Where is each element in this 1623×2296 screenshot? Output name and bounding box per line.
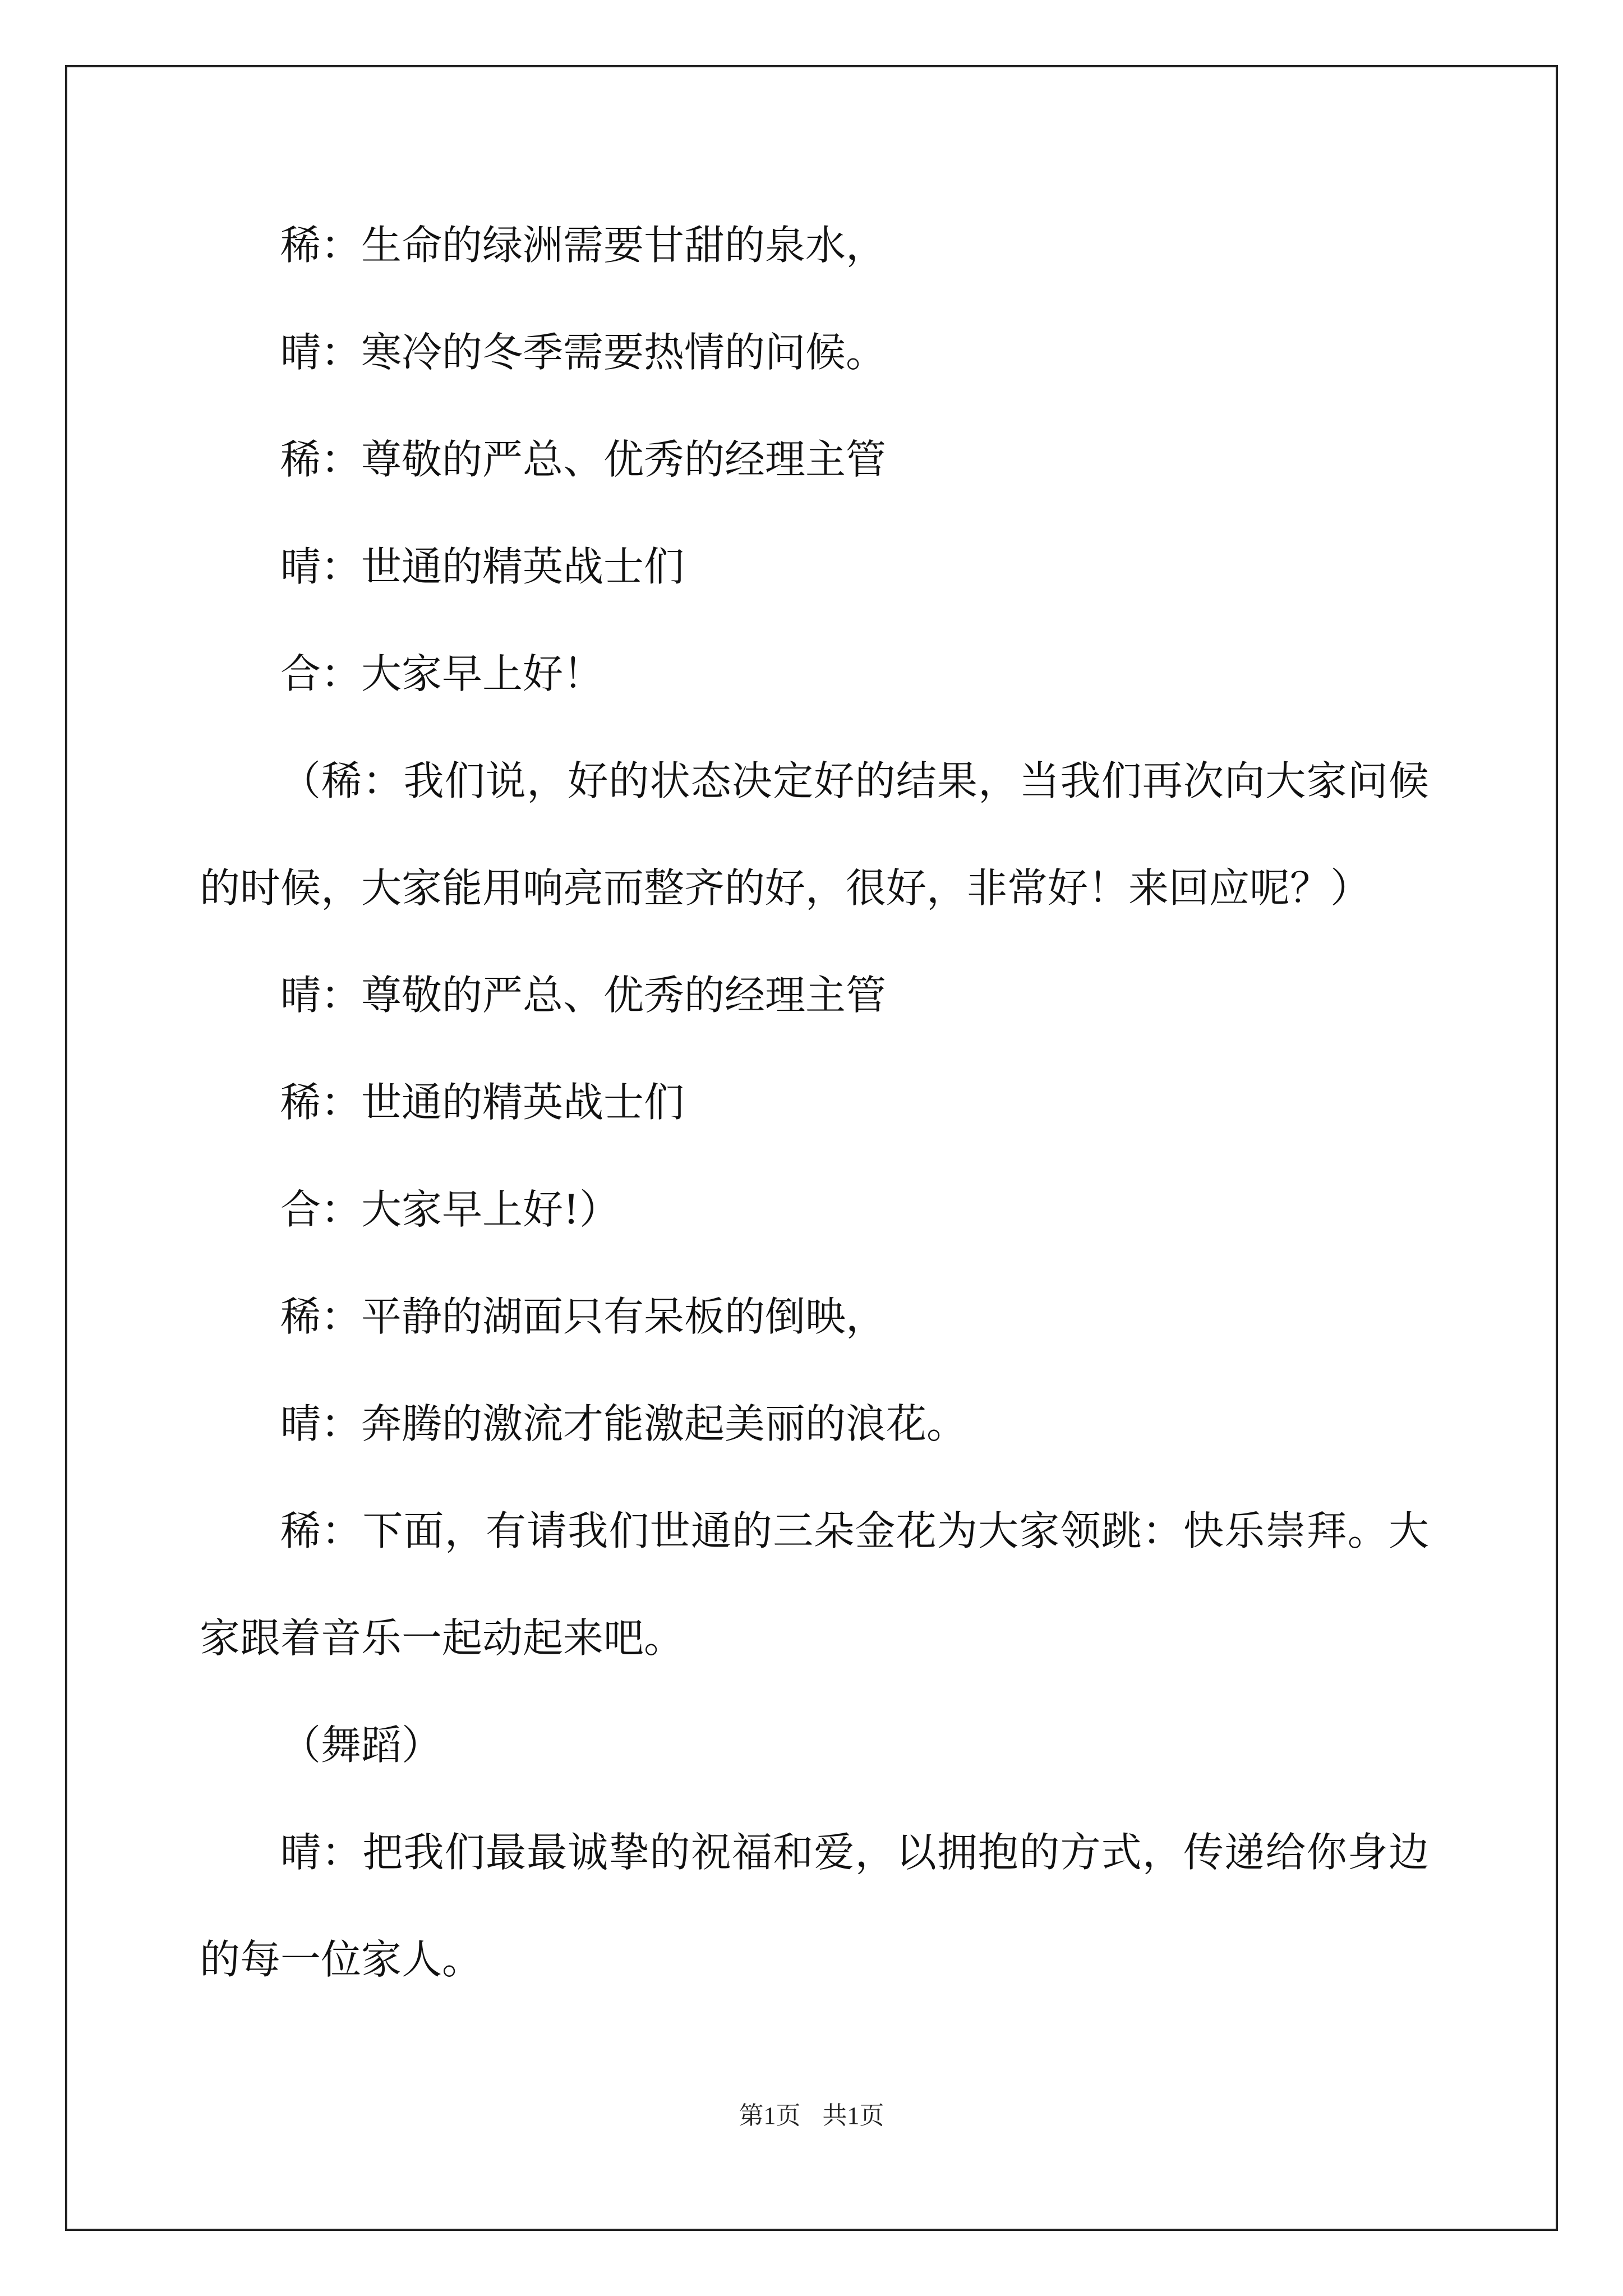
paragraph: 晴：世通的精英战士们 <box>280 543 685 590</box>
page-number: 第1页 <box>739 2102 801 2129</box>
paragraph: 合：大家早上好！ <box>280 650 604 697</box>
paragraph: 晴：寒冷的冬季需要热情的问候。 <box>280 329 887 376</box>
paragraph: 合：大家早上好!） <box>280 1186 620 1233</box>
paragraph: （稀：我们说，好的状态决定好的结果，当我们再次向大家问候的时候，大家能用响亮而整齐的好，很好，非常好！来回应呢？） <box>200 757 1429 912</box>
paragraph: 稀：生命的绿洲需要甘甜的泉水， <box>280 222 887 269</box>
paragraph: 稀：下面，有请我们世通的三朵金花为大家领跳：快乐崇拜。大家跟着音乐一起动起来吧。 <box>200 1507 1429 1662</box>
document-body <box>200 219 1429 2040</box>
paragraph: 晴：把我们最最诚挚的祝福和爱，以拥抱的方式，传递给你身边的每一位家人。 <box>200 1829 1429 1983</box>
paragraph: 稀：世通的精英战士们 <box>280 1079 685 1126</box>
paragraph: 稀：平静的湖面只有呆板的倒映， <box>280 1293 887 1340</box>
page-footer <box>0 2095 1623 2131</box>
paragraph: 晴：尊敬的严总、优秀的经理主管 <box>280 972 887 1019</box>
paragraph: 稀：尊敬的严总、优秀的经理主管 <box>280 436 887 483</box>
page-total: 共1页 <box>822 2102 884 2129</box>
paragraph: 晴：奔腾的激流才能激起美丽的浪花。 <box>280 1400 967 1447</box>
paragraph: （舞蹈） <box>280 1722 442 1769</box>
